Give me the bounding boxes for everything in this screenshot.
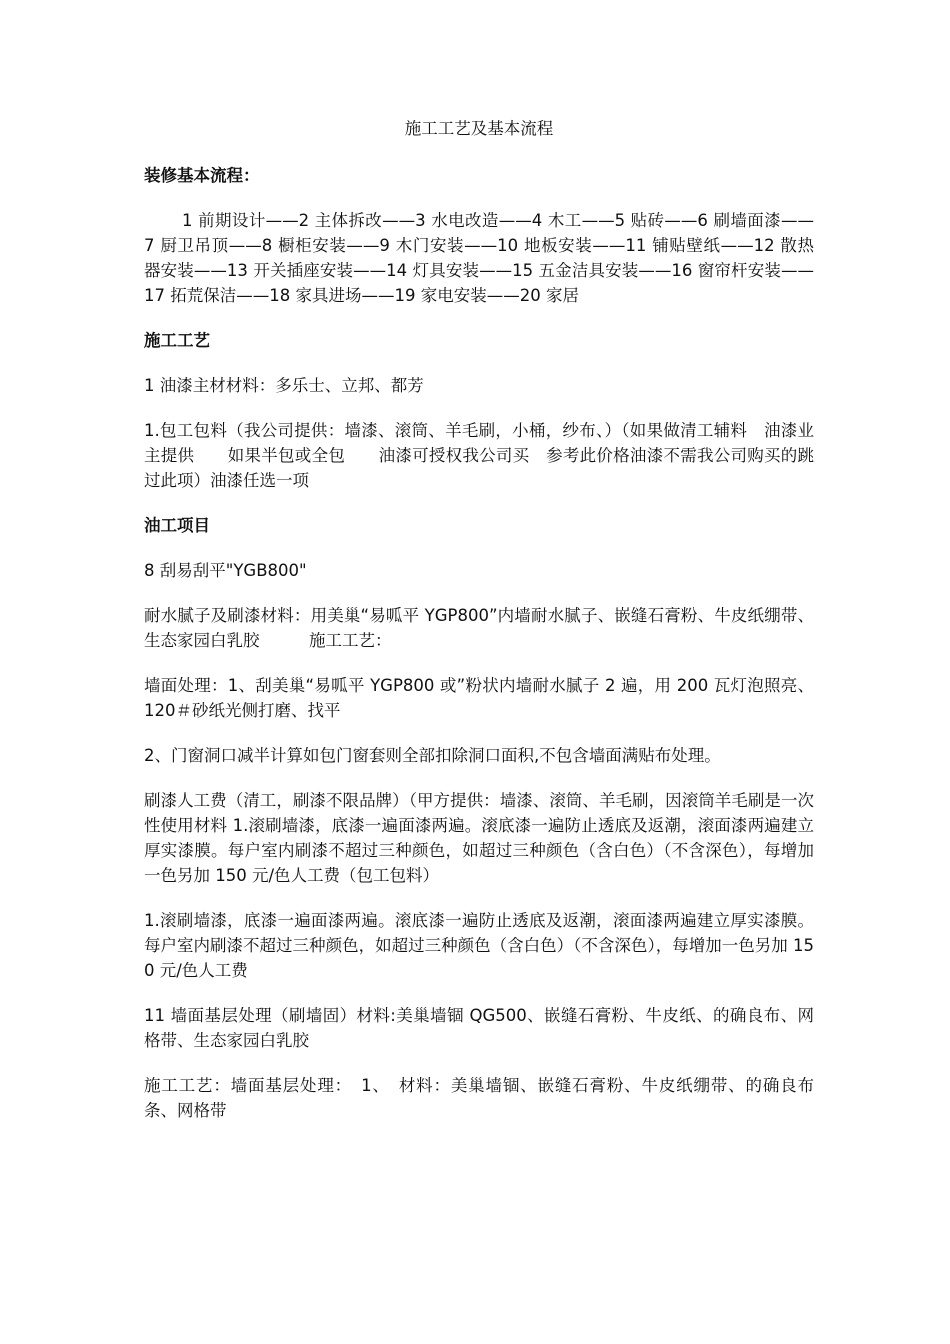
section-heading-painting-items: 油工项目 [144, 516, 210, 535]
process-steps-paragraph: 1 前期设计——2 主体拆改——3 水电改造——4 木工——5 贴砖——6 刷墙面漆——7 厨卫吊顶——8 橱柜安装——9 木门安装——10 地板安装——11 铺贴壁纸——12 散热器安装——13 开关插座安装——14 灯具安装——15 五金洁具安装——16 窗帘杆安装——17 拓荒保洁——18 家具进场——19 家电安装——20 家居 [144, 211, 814, 305]
section-heading-construction-craft: 施工工艺 [144, 331, 210, 350]
wall-treatment-paragraph: 墙面处理：1、刮美巢“易呱平 YGP800 或”粉状内墙耐水腻子 2 遍，用 200 瓦灯泡照亮、120＃砂纸光侧打磨、找平 [144, 676, 814, 720]
item-11-paragraph: 11 墙面基层处理（刷墙固）材料:美巢墙锢 QG500、嵌缝石膏粉、牛皮纸、的确良布、网格带、生态家园白乳胶 [144, 1006, 814, 1050]
roller-paint-paragraph: 1.滚刷墙漆，底漆一遍面漆两遍。滚底漆一遍防止透底及返潮，滚面漆两遍建立厚实漆膜。每户室内刷漆不超过三种颜色，如超过三种颜色（含白色）（不含深色），每增加一色另加 150 元/色人工费 [144, 911, 814, 980]
contract-terms-paragraph: 1.包工包料（我公司提供：墙漆、滚筒、羊毛刷，小桶，纱布、）（如果做清工辅料 油漆业主提供 如果半包或全包 油漆可授权我公司买 参考此价格油漆不需我公司购买的跳过此项）油漆任选一项 [144, 421, 814, 490]
opening-deduction-paragraph: 2、门窗洞口减半计算如包门窗套则全部扣除洞口面积,不包含墙面满贴布处理。 [144, 746, 721, 765]
paint-brands-paragraph: 1 油漆主材材料：多乐士、立邦、都芳 [144, 376, 424, 395]
putty-materials-paragraph: 耐水腻子及刷漆材料：用美巢“易呱平 YGP800”内墙耐水腻子、嵌缝石膏粉、牛皮纸绷带、生态家园白乳胶 施工工艺： [144, 606, 814, 650]
document-body [144, 116, 814, 1143]
section-heading-basic-process: 装修基本流程： [144, 166, 260, 185]
document-title: 施工工艺及基本流程 [404, 119, 554, 138]
base-treatment-paragraph: 施工工艺：墙面基层处理： 1、 材料：美巢墙锢、嵌缝石膏粉、牛皮纸绷带、的确良布条、网格带 [144, 1076, 814, 1120]
item-8-paragraph: 8 刮易刮平"YGB800" [144, 561, 307, 580]
labor-fee-paragraph: 刷漆人工费（清工，刷漆不限品牌）（甲方提供：墙漆、滚筒、羊毛刷，因滚筒羊毛刷是一次性使用材料 1.滚刷墙漆，底漆一遍面漆两遍。滚底漆一遍防止透底及返潮，滚面漆两遍建立厚实漆膜。每户室内刷漆不超过三种颜色，如超过三种颜色（含白色）（不含深色），每增加一色另加 150 元/色人工费（包工包料） [144, 791, 814, 885]
